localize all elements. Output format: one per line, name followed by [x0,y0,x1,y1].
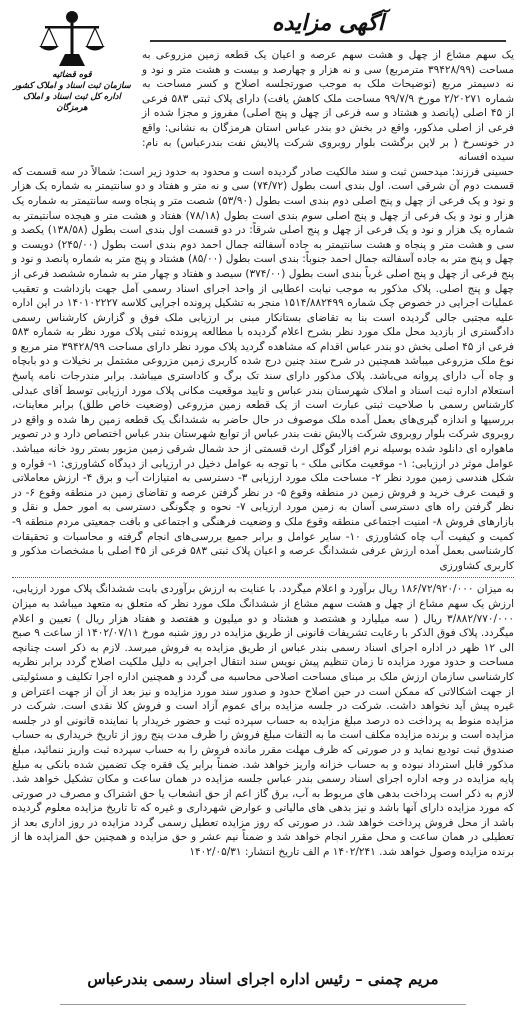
org-line-1: قوه قضائیه [52,70,92,80]
bottom-divider [60,1004,466,1005]
notice-body [12,48,514,860]
notice-paragraph-1: یک سهم مشاع از چهل و هشت سهم عرصه و اعیان یک قطعه زمین مزروعی به مساحت (۳۹۴۲۸/۹۹ مترمربع) سی و نه هزار و چهارصد و بیست و هشت متر و نود و نه دسیمتر مربع (توضیحات ملک به موجب صورتجلسه اصلاح و کسر مساحت به شماره ۲/۲۰۲۷۱ مورخ ۹۹/۷/۹ مساحت ملک کاهش یافت) دارای پلاک ثبتی ۵۸۳ فرعی از ۴۵ اصلی (پانصد و هشتاد و سه فرعی از چهل و پنج اصلی) مفروز و مجزا شده از فرعی از اصلی مذکور، واقع در بخش دو بندر عباس استان هرمزگان به نشانی: واقع در خونسرخ ( بر لاین برگشت بلوار روبروی شرکت پالایش نفت بندرعباس) به نام: سیده افسانه [142,49,515,164]
notice-title: آگهی مزایده [272,10,384,36]
dotted-divider [12,577,514,578]
notice-paragraph-2: حسینی فرزند: میدحسن ثبت و سند مالکیت صادر گردیده است و محدود به حدود زیر است: شمالاً در سه قسمت که قسمت دوم آن شرقی است. اول بندی است بطول (۷۴/۷۲) سی و نه متر و هفتاد و دو سانتیمتر به شماره یک هزار و نود و یک فرعی از چهل و پنج اصلی دوم بندی است بطول (۵۳/۹۰) شصت متر و پنجاه وسه سانتیمتر به شماره یک هزار و نود و یک فرعی از چهل و پنج اصلی سوم بندی است بطول (۷۸/۱۸) هفتاد و هشت متر و هیجده سانتیمتر به شماره یک هزار و نود و یک فرعی از چهل و پنج اصلی شرقاً: در دو قسمت اول بندی است بطول (۱۳۸/۵۸) یکصد و سی و هشت متر و پنجاه و هشت سانتیمتر به جاده آسفالته جمال احمد دوم بندی است بطول (۲۴۵/۰۰) دویست و چهل و پنج متر به جاده آسفالته جمال احمد جنوباً: بندی است بطول (۸۵/۰۰) هشتاد و پنج متر به شماره پانصد و نود و پنج فرعی از چهل و پنج اصلی غرباً بندی است بطول (۳۷۴/۰۰) سیصد و هفتاد و چهار متر به شماره ششصد فرعی از چهل و پنج اصلی. پلاک مذکور به موجب نیابت اعطایی از واحد اجرای اسناد رسمی آمل جهت بازداشت و تعقیب عملیات اجرایی در خصوص چک شماره ۱۵۱۴/۸۸۲۴۹۹ منجر به تشکیل پرونده اجرایی کلاسه ۱۴۰۱۰۲۲۲۷ در این اداره علیه مجتبی جالی گردیده است بنا به تقاضای بستانکار مبنی بر ارزیابی ملک فوق و گزارش کارشناس رسمی دادگستری از بازدید محل ملک مورد نظر بشرح اعلام گردیده با مطالعه پرونده ثبتی پلاک مورد نظر به شماره ۵۸۳ فرعی از ۴۵ اصلی بخش دو بندر عباس اقدام که مشاهده گردید پلاک مورد نظر دارای مساحت ۳۹۴۲۸/۹۹ متر مربع و نوع ملک مزروعی میباشد همچنین در شرح سند چنین درج شده کاربری زمین مزروعی مشتمل بر نخیلات و دو بابچاه و چاه آب دارای پروانه می‌باشد. پلاک مذکور دارای سند تک برگ و کاداستری میباشد. برابر مندرجات نامه پاسخ استعلام اداره ثبت اسناد و املاک شهرستان بندر عباس و تایید موقعیت مکانی پلاک مورد ارزیابی توسط آقای عبدلی کارشناس رسمی با صلاحیت ثبتی عبارت است از یک قطعه زمین مزروعی (وضعیت خاص طلق) برابر معاینات، بررسیها و اندازه گیری‌های بعمل آمده ملک موصوف در حال حاضر به ششدانگ یک قطعه زمین رها شده و واقع در روبروی شرکت بلوار روبروی شرکت پالایش نفت بندر عباس از توابع شهرستان بندر عباس اختصاص دارد و در تصویر ماهواره ای دانلود شده بوسیله نرم افزار گوگل ارث قسمتی از حد شمال شرقی زمین مزبور بستر رود خانه میباشد. عوامل موثر در ارزیابی: ۱- موقعیت مکانی ملک - با توجه به عوامل دخیل در ارزیابی از دیدگاه کشاورزی: ۱- قواره و شکل هندسی زمین مورد نظر ۲- مساحت ملک مورد ارزیابی ۳- دسترسی به امتیازات آب و برق ۴- ارزش معاملاتی و قیمت عرف خرید و فروش زمین در منطقه وقوع ۵- در نظر گرفتن عرصه و تقاضای زمین در منطقه وقوع ۶- در نظر گرفتن راه های دسترسی آسان به زمین مورد ارزیابی ۷- نحوه و چگونگی دسترسی به امور حمل و نقل و بازارهای فروش ۸- امنیت اجتماعی منطقه وقوع ملک و وضعیت فرهنگی و اجتماعی و بافت جمعیتی مردم منطقه ۹- کمیت و کیفیت آب چاه کشاورزی ۱۰- سایر عوامل و برابر جمیع بررسی‌های انجام گرفته و محاسبات و تحقیقات کارشناسی بعمل آمده ارزش عرفی ششدانگ عرصه و اعیان پلاک ثبتی ۵۸۳ فرعی از ۴۵ اصلی با مشخصات مذکور و کاربری کشاورزی [12,165,515,572]
notice-header [150,6,506,42]
org-line-3: اداره کل ثبت اسناد و املاک هرمزگان [23,92,121,113]
org-line-2: سازمان ثبت اسناد و املاک کشور [13,81,131,91]
notice-paragraph-3: به میزان ۱۸۶/۷۲/۹۲۰/۰۰۰ ریال برآورد و اعلام میگردد. با عنایت به ارزش برآوردی بابت ششدانگ پلاک مورد ارزیابی، ارزش یک سهم مشاع از چهل و هشت سهم مشاع از ششدانگ ملک مورد نظر که متعلق به متعهد میباشد به میزان ۳/۸۸۲/۷۷۰/۰۰۰ ریال ( سه میلیارد و هشتصد و هشتاد و دو میلیون و هفتصد و هفتاد هزار ریال ) تعیین و اعلام میگردد. پلاک فوق الذکر با رعایت تشریفات قانونی از طریق مزایده در روز شنبه مورخ ۱۴۰۲/۰۷/۱۱ از ساعت ۹ صبح الی ۱۲ ظهر در اداره اجرای اسناد رسمی بندر عباس از طریق مزایده به فروش میرسد. لازم به ذکر است چنانچه مساحت و حدود مورد مزایده تا زمان تنظیم پیش نویس سند انتقال اجرایی به دلیل ملکیت اصلاح گردد برابر نظریه کارشناسی سازمان ارزش ملک بر مبنای مساحت اصلاحی محاسبه می گردد و همچنین اداره اجرا تکلیف و مسئولیتی از جهت اشکالاتی که ممکن است در حین اصلاح حدود و صدور سند مورد مزایده و نیز بعد از آن از جهت اعتراض و غیره پیش آید نخواهد داشت. شرکت در جلسه مزایده برای عموم آزاد است و فروش کلا نقدی است. شرکت در مزایده منوط به پرداخت ده درصد مبلغ مزایده به حساب سپرده ثبت و حضور خریدار یا نماینده قانونی او در جلسه مزایده است و برنده مزایده مکلف است ما به التفات مبلغ فروش را ظرف مدت پنج روز از تاریخ خریداری به حساب صندوق ثبت تودیع نماید و در صورتی که ظرف مهلت مقرر مانده فروش را به حساب سپرده ثبت واریز ننمائید، مبلغ مذکور قابل استرداد نبوده و به حساب خزانه واریز خواهد شد. ضمناً برابر یک فقره چک تضمین شده بانکی به مبلغ پایه مزایده در وجه اداره اجرای اسناد رسمی بندر عباس جلسه مزایده در همان ساعت و مکان تشکیل خواهد شد. لازم به ذکر است پرداخت بدهی های مربوط به آب، برق گاز اعم از حق انشعاب یا حق اشتراک و مصرف در صورتی که مورد مزایده دارای آنها باشد و نیز بدهی های مالیاتی و عوارض شهرداری و غیره که تا تاریخ مزایده معلوم گردیده باشد از محل فروش پرداخت خواهد شد. در صورتی که روز مزایده تعطیل رسمی گردد مزایده در روز اداری بعد از تعطیلی در همان ساعت و محل مقرر انجام خواهد شد و ضمناً نیم عشر و حق مزایده و همچنین حق المزایده ها از برنده مزایده وصول خواهد شد. ۱۴۰۲/۲۴۱ م الف تاریخ انتشار: ۱۴۰۲/۰۵/۳۱ [12,583,514,859]
signature-line: مریم چمنی – رئیس اداره اجرای اسناد رسمی بندرعباس [87,970,439,988]
